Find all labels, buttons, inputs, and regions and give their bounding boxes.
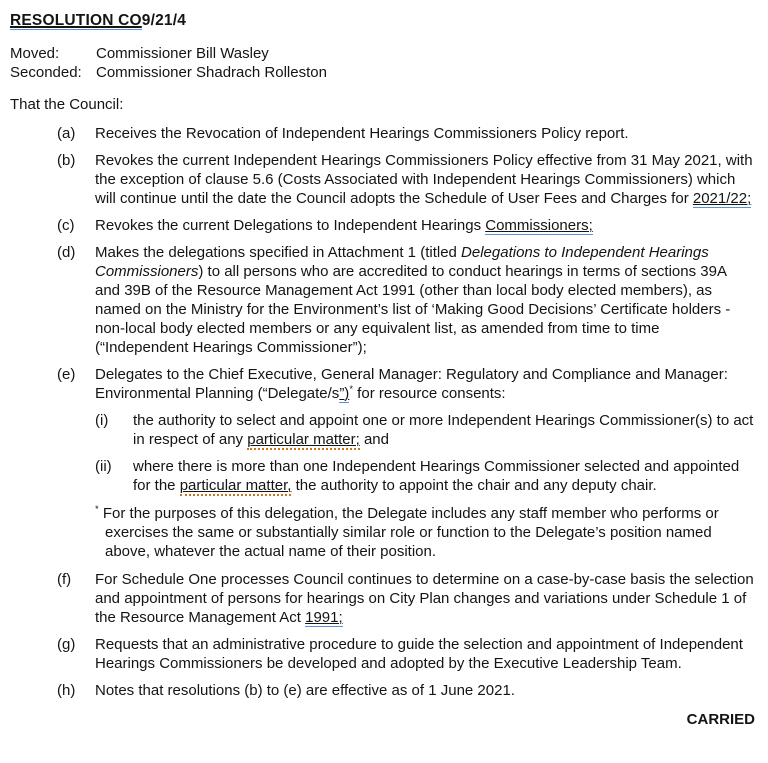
inserted-text-with-suggestion: particular matter,	[179, 477, 292, 494]
carried-status: CARRIED	[686, 711, 755, 728]
seconded-name: Commissioner Shadrach Rolleston	[96, 64, 327, 81]
moved-label: Moved:	[10, 45, 60, 62]
page-title	[10, 11, 755, 30]
item-marker: (b)	[57, 152, 76, 169]
text-segment: For Schedule One processes Council continues to determine on a case-by-case basis the selection and appointment of persons for hearings on City Plan changes and variations under Schedule 1 of the Resource Management Act	[95, 571, 754, 626]
text-segment: ) to all persons who are accredited to conduct hearings in terms of sections 39A and 39B of the Resource Management Act 1991 (other than local body elected members), as named on the Ministry for the Environment’s list of ‘Making Good Decisions’ Certificate holders - non-local body elected members or any equivalent list, as amended from time to time (“Independent Hearings Commissioner”);	[95, 263, 731, 356]
resolution-item-f	[10, 570, 755, 627]
seconded-label: Seconded:	[10, 64, 82, 81]
title-number-part: 9/21/4	[141, 12, 187, 29]
resolution-subitem-i	[10, 411, 755, 449]
item-marker: (c)	[57, 217, 75, 234]
moved-name: Commissioner Bill Wasley	[96, 45, 269, 62]
item-marker: (i)	[95, 412, 109, 429]
resolution-item-g	[10, 635, 755, 673]
resolution-item-h	[10, 681, 755, 700]
resolution-item-d	[10, 243, 755, 357]
text-segment: Makes the delegations specified in Attachment 1 (titled	[95, 244, 462, 261]
footnote-text: For the purposes of this delegation, the Delegate includes any staff member who performs or exercises the same or substantially similar role or function to the Delegate’s position named above, whatever the actual name of their position.	[102, 505, 719, 560]
item-text	[95, 244, 730, 356]
title-underlined-part: RESOLUTION CO	[10, 12, 142, 29]
text-segment: Delegates to the Chief Executive, General Manager: Regulatory and Compliance and Manager: Environmental Planning (“Delegate/s	[95, 366, 728, 402]
text-segment: Revokes the current Delegations to Independent Hearings	[95, 217, 486, 234]
footnote-reference-asterisk: *	[349, 384, 354, 395]
item-text: Receives the Revocation of Independent Hearings Commissioners Policy report.	[95, 125, 629, 142]
item-text	[95, 152, 753, 208]
mover-seconder-block	[10, 44, 755, 82]
item-text	[133, 458, 739, 496]
resolution-item-e	[10, 365, 755, 403]
resolution-item-b	[10, 151, 755, 208]
item-marker: (ii)	[95, 458, 112, 475]
italic-attachment-title: Delegations to Independent Hearings Commissioners	[95, 244, 709, 280]
item-marker: (f)	[57, 571, 72, 588]
item-text	[133, 412, 753, 450]
inserted-text: ”)	[339, 385, 350, 402]
inserted-text: 1991;	[305, 609, 343, 626]
item-marker: (g)	[57, 636, 76, 653]
item-text: Notes that resolutions (b) to (e) are effective as of 1 June 2021.	[95, 682, 515, 699]
inserted-text: Commissioners;	[485, 217, 593, 234]
item-text: Requests that an administrative procedure to guide the selection and appointment of Independent Hearings Commissioners be developed and adopted by the Executive Leadership Team.	[95, 636, 743, 672]
text-segment: where there is more than one Independent Hearings Commissioner selected and appointed for the	[133, 458, 740, 494]
item-text	[95, 217, 593, 235]
text-segment: for resource consents:	[353, 385, 506, 402]
item-marker: (a)	[57, 125, 76, 142]
text-segment: the authority to appoint the chair and any deputy chair.	[291, 477, 657, 494]
footnote-asterisk: *	[95, 504, 99, 515]
inserted-text-with-suggestion: particular matter;	[247, 431, 360, 448]
delegate-footnote	[95, 504, 755, 561]
item-marker: (e)	[57, 366, 76, 383]
item-marker: (d)	[57, 244, 76, 261]
text-segment: the authority to select and appoint one or more Independent Hearings Commissioner(s) to act in respect of any	[133, 412, 754, 448]
item-marker: (h)	[57, 682, 76, 699]
resolution-item-c	[10, 216, 755, 235]
item-text	[95, 366, 728, 402]
intro-line: That the Council:	[10, 96, 124, 113]
text-segment: and	[359, 431, 389, 448]
item-text	[95, 571, 754, 627]
resolution-item-a	[10, 124, 755, 143]
text-segment: Revokes the current Independent Hearings Commissioners Policy effective from 31 May 2021, with the exception of clause 5.6 (Costs Associated with Independent Hearings Commissioners) which will continue until the date the Council adopts the Schedule of User Fees and Charges for	[95, 152, 753, 207]
inserted-text: 2021/22;	[692, 190, 752, 207]
resolution-subitem-ii	[10, 457, 755, 495]
